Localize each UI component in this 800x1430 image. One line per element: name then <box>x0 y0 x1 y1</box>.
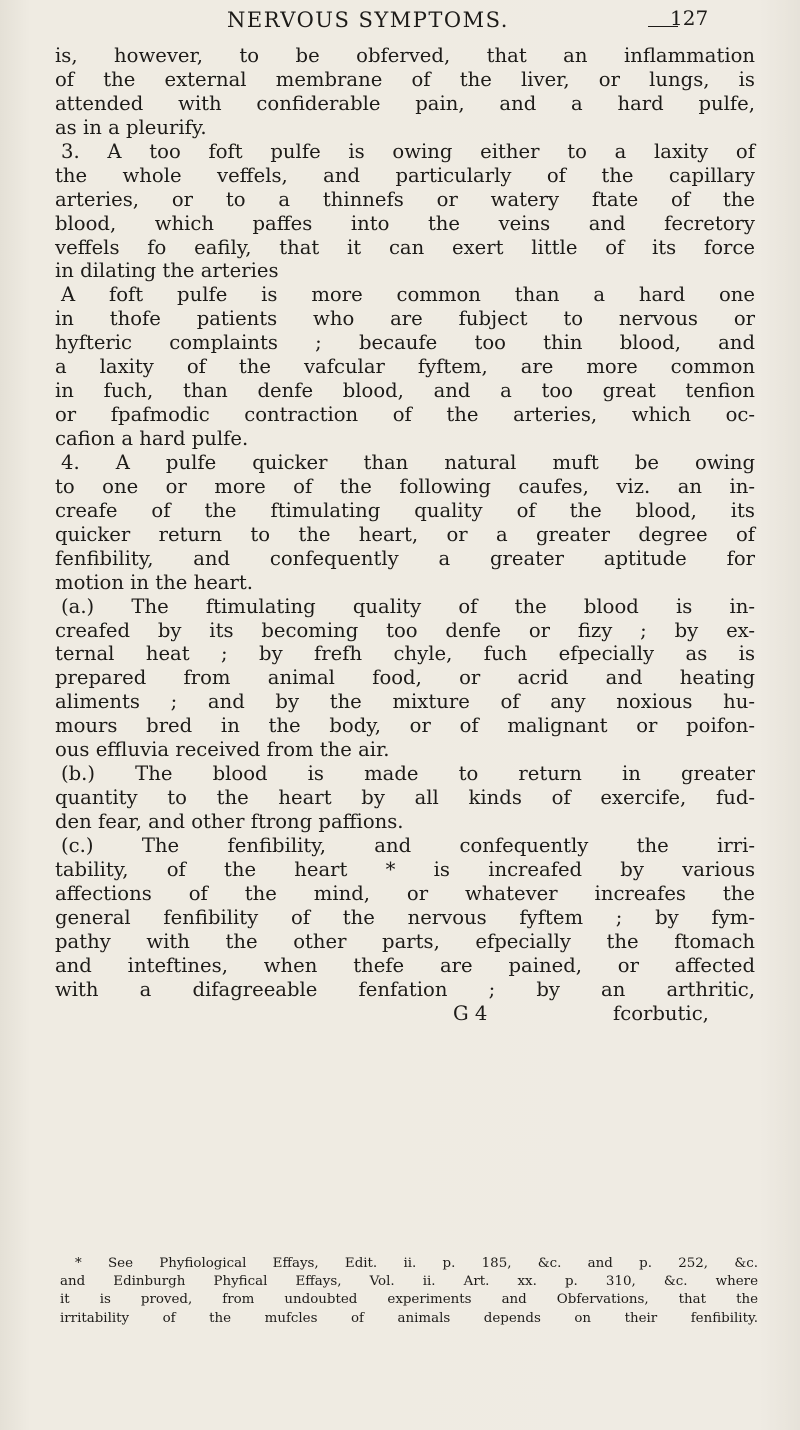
text-line: (b.) The blood is made to return in greater <box>61 762 755 786</box>
text-line: with a difagreeable fenfation ; by an arthritic, <box>55 977 755 1001</box>
page-number: 127 <box>670 6 709 30</box>
text-line: a laxity of the vafcular fyftem, are more common <box>55 355 755 379</box>
text-line: tability, of the heart * is increafed by various <box>55 857 755 881</box>
text-line: and inteftines, when thefe are pained, or affected <box>55 953 755 977</box>
footnote <box>60 1255 758 1328</box>
text-line: (a.) The ftimulating quality of the blood is in- <box>61 594 755 618</box>
text-line: blood, which paffes into the veins and fecretory <box>55 211 755 235</box>
text-line: aliments ; and by the mixture of any noxious hu- <box>55 690 755 714</box>
text-line: the whole veffels, and particularly of the capillary <box>55 163 755 187</box>
text-line: creafed by its becoming too denfe or fizy ; by ex- <box>55 618 755 642</box>
body-text <box>55 44 755 1025</box>
text-line: in thofe patients who are fubject to nervous or <box>55 307 755 331</box>
text-line: pathy with the other parts, efpecially the ftomach <box>55 929 755 953</box>
text-line: 4. A pulfe quicker than natural muft be owing <box>61 450 755 474</box>
footnote-line: and Edinburgh Phyfical Effays, Vol. ii. Art. xx. p. 310, &c. where <box>60 1274 758 1290</box>
text-line: as in a pleurify. <box>55 115 207 139</box>
running-head: NERVOUS SYMPTOMS. <box>227 8 509 32</box>
catchword: fcorbutic, <box>613 1001 709 1025</box>
text-line: veffels fo eafily, that it can exert little of its force <box>55 235 755 259</box>
page-header <box>0 4 800 44</box>
footnote-line: * See Phyfiological Effays, Edit. ii. p. 185, &c. and p. 252, &c. <box>75 1256 758 1271</box>
text-line: cafion a hard pulfe. <box>55 427 249 450</box>
text-line: (c.) The fenfibility, and confequently the irri- <box>61 833 755 857</box>
text-line: or fpafmodic contraction of the arteries, which oc- <box>55 403 755 427</box>
text-line: affections of the mind, or whatever increafes the <box>55 881 755 905</box>
text-line: motion in the heart. <box>55 570 253 594</box>
text-line: attended with confiderable pain, and a hard pulfe, <box>55 91 755 115</box>
text-line: in dilating the arteries <box>55 259 279 283</box>
text-line: quicker return to the heart, or a greater degree of <box>55 522 755 546</box>
text-line: arteries, or to a thinnefs or watery ftate of the <box>55 187 755 211</box>
text-line: in fuch, than denfe blood, and a too great tenfion <box>55 379 755 403</box>
text-line: mours bred in the body, or of malignant or poifon- <box>55 714 755 738</box>
signature-line <box>55 1002 755 1026</box>
text-line: fenfibility, and confequently a greater aptitude for <box>55 546 755 570</box>
text-line: den fear, and other ftrong paffions. <box>55 810 404 833</box>
footnote-line: irritability of the mufcles of animals depends on their fenfibility. <box>60 1310 758 1326</box>
text-line: prepared from animal food, or acrid and heating <box>55 666 755 690</box>
signature-mark: G 4 <box>453 1001 488 1025</box>
text-line: general fenfibility of the nervous fyftem ; by fym- <box>55 905 755 929</box>
text-line: 3. A too foft pulfe is owing either to a laxity of <box>61 139 755 163</box>
text-line: is, however, to be obferved, that an inflammation <box>55 44 755 67</box>
text-line: to one or more of the following caufes, viz. an in- <box>55 474 755 498</box>
text-line: ous effluvia received from the air. <box>55 738 390 762</box>
footnote-line: it is proved, from undoubted experiments and Obfervations, that the <box>60 1292 758 1308</box>
text-line: of the external membrane of the liver, or lungs, is <box>55 67 755 91</box>
text-line: creafe of the ftimulating quality of the blood, its <box>55 498 755 522</box>
text-line: hyfteric complaints ; becaufe too thin blood, and <box>55 331 755 355</box>
text-line: A foft pulfe is more common than a hard one <box>61 283 755 307</box>
text-line: ternal heat ; by frefh chyle, fuch efpecially as is <box>55 642 755 666</box>
text-line: quantity to the heart by all kinds of exercife, fud- <box>55 786 755 810</box>
